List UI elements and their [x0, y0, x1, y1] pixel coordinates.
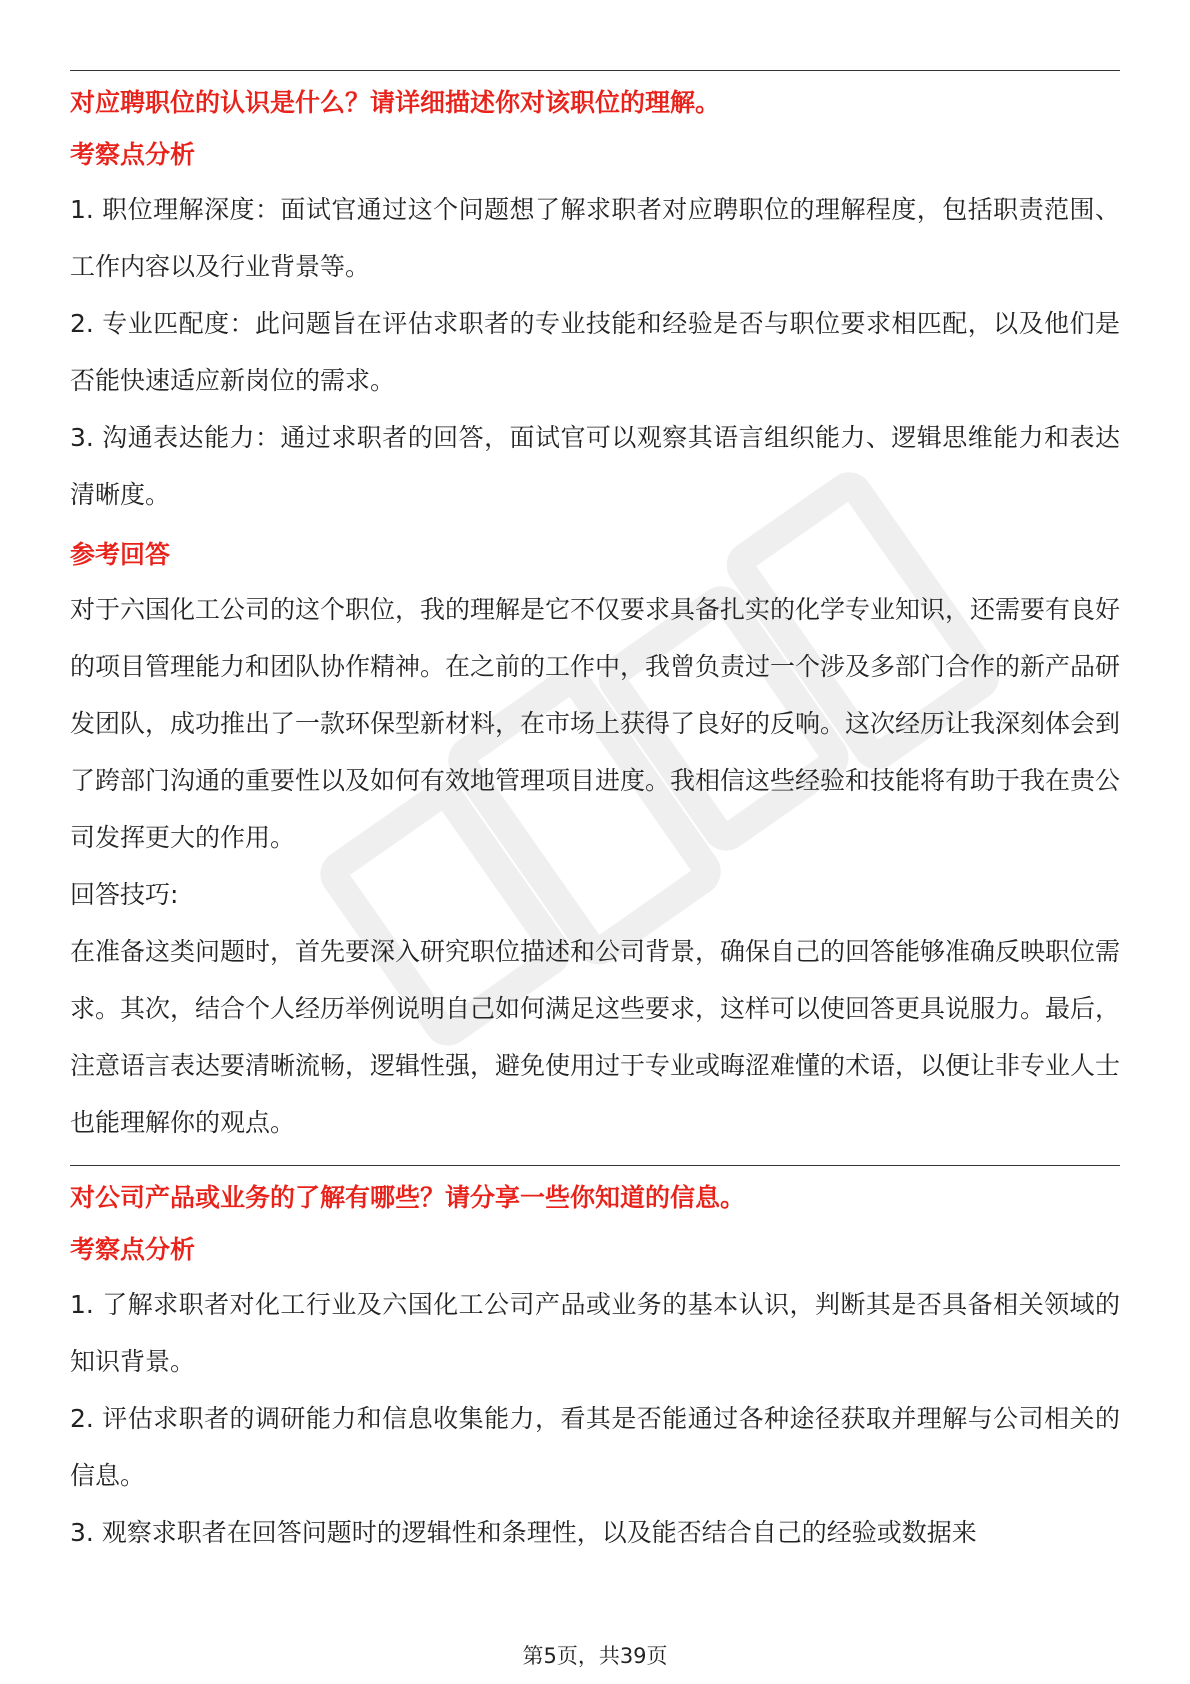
page-number-footer: 第5页，共39页: [522, 1644, 668, 1668]
section-divider-top: [70, 70, 1120, 71]
section-1: [70, 83, 1120, 1151]
document-page: [70, 70, 1120, 1561]
analysis-item-2-1: 1. 了解求职者对化工行业及六国化工公司产品或业务的基本认识，判断其是否具备相关领域的知识背景。: [70, 1290, 1120, 1376]
answer-heading-1: 参考回答: [70, 540, 171, 569]
analysis-item-1-1: 1. 职位理解深度：面试官通过这个问题想了解求职者对应聘职位的理解程度，包括职责范围、工作内容以及行业背景等。: [70, 195, 1120, 281]
question-1-title: 对应聘职位的认识是什么？请详细描述你对该职位的理解。: [70, 88, 721, 117]
analysis-item-2-3: 3. 观察求职者在回答问题时的逻辑性和条理性，以及能否结合自己的经验或数据来: [70, 1518, 977, 1547]
analysis-heading-2: 考察点分析: [70, 1235, 196, 1264]
analysis-item-1-3: 3. 沟通表达能力：通过求职者的回答，面试官可以观察其语言组织能力、逻辑思维能力和表达清晰度。: [70, 423, 1120, 509]
section-divider-middle: [70, 1165, 1120, 1166]
analysis-item-2-2: 2. 评估求职者的调研能力和信息收集能力，看其是否能通过各种途径获取并理解与公司相关的信息。: [70, 1404, 1120, 1490]
question-2-title: 对公司产品或业务的了解有哪些？请分享一些你知道的信息。: [70, 1183, 746, 1212]
analysis-heading-1: 考察点分析: [70, 140, 196, 169]
analysis-item-1-2: 2. 专业匹配度：此问题旨在评估求职者的专业技能和经验是否与职位要求相匹配，以及他们是否能快速适应新岗位的需求。: [70, 309, 1120, 395]
section-2: [70, 1178, 1120, 1561]
tips-text-1: 在准备这类问题时，首先要深入研究职位描述和公司背景，确保自己的回答能够准确反映职位需求。其次，结合个人经历举例说明自己如何满足这些要求，这样可以使回答更具说服力。最后，注意语言表达要清晰流畅，逻辑性强，避免使用过于专业或晦涩难懂的术语，以便让非专业人士也能理解你的观点。: [70, 937, 1121, 1137]
tips-label-1: 回答技巧:: [70, 880, 179, 909]
answer-text-1: 对于六国化工公司的这个职位，我的理解是它不仅要求具备扎实的化学专业知识，还需要有良好的项目管理能力和团队协作精神。在之前的工作中，我曾负责过一个涉及多部门合作的新产品研发团队，成功推出了一款环保型新材料，在市场上获得了良好的反响。这次经历让我深刻体会到了跨部门沟通的重要性以及如何有效地管理项目进度。我相信这些经验和技能将有助于我在贵公司发挥更大的作用。: [70, 595, 1121, 852]
